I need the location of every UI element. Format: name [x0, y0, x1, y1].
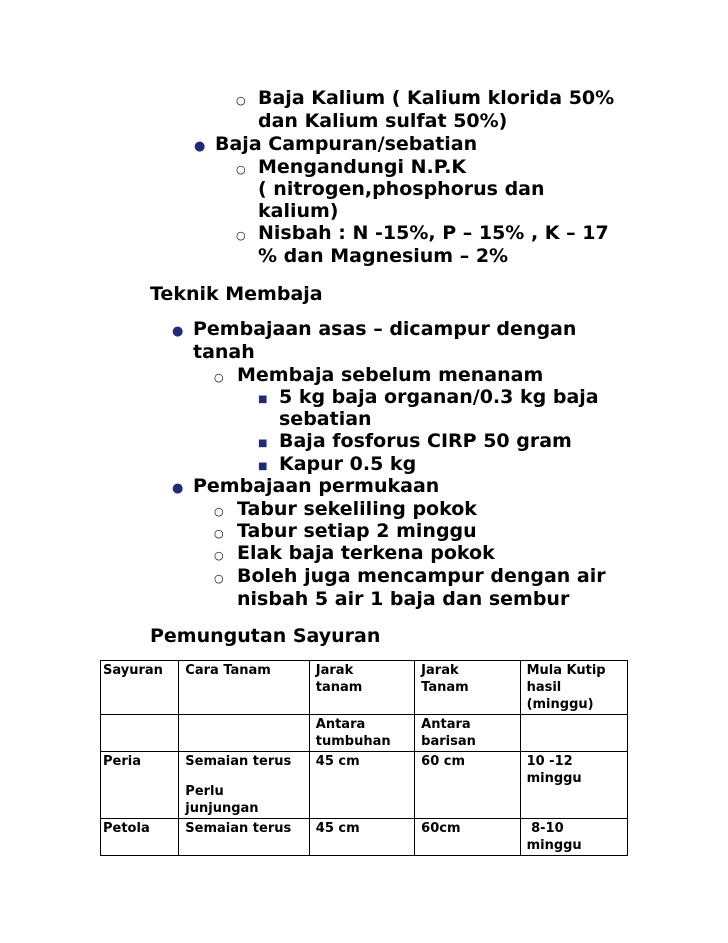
list-item-asas-line1: Pembajaan asas – dicampur dengan — [193, 318, 577, 340]
section-title-pemungutan-sayuran: Pemungutan Sayuran — [150, 625, 381, 647]
table-cell-jarak-barisan: 60 cm — [415, 752, 520, 819]
list-item-npk-line2: ( nitrogen,phosphorus dan — [258, 178, 545, 200]
header-cell-sayuran: Sayuran — [101, 661, 179, 715]
list-item-permukaan: Pembajaan permukaan — [193, 475, 440, 497]
table-header-row — [101, 661, 628, 715]
table-cell-cara-tanam: Semaian terus Perlu junjungan — [179, 752, 309, 819]
circle-bullet-icon: ○ — [214, 527, 224, 540]
table-cell-mula-kutip: 10 -12 minggu — [520, 752, 627, 819]
subheader-cell-antara-tumbuhan: Antara tumbuhan — [309, 715, 414, 752]
table-cell-sayuran: Peria — [101, 752, 179, 819]
header-cell-mula-kutip: Mula Kutip hasil (minggu) — [520, 661, 627, 715]
list-item-kapur: Kapur 0.5 kg — [279, 453, 417, 475]
list-item-tabur2: Tabur setiap 2 minggu — [237, 520, 477, 542]
section-title-teknik-membaja: Teknik Membaja — [150, 283, 323, 305]
table-cell-cara-tanam: Semaian terus — [179, 819, 309, 856]
list-item-nisbah-line1: Nisbah : N -15%, P – 15% , K – 17 — [258, 222, 609, 244]
circle-bullet-icon: ○ — [236, 229, 246, 242]
list-item-boleh-line2: nisbah 5 air 1 baja dan sembur — [237, 588, 570, 610]
table-cell — [179, 715, 309, 752]
square-bullet-icon: ■ — [258, 394, 268, 405]
list-item-npk-line3: kalium) — [258, 200, 339, 222]
table-row — [101, 819, 628, 856]
header-cell-cara-tanam: Cara Tanam — [179, 661, 309, 715]
disc-bullet-icon: ● — [194, 139, 206, 154]
list-item-fosforus: Baja fosforus CIRP 50 gram — [279, 430, 572, 452]
list-item-tabur1: Tabur sekeliling pokok — [237, 498, 477, 520]
list-item-kalium-line2: dan Kalium sulfat 50%) — [258, 110, 508, 132]
list-item-campuran: Baja Campuran/sebatian — [215, 133, 478, 155]
circle-bullet-icon: ○ — [214, 505, 224, 518]
disc-bullet-icon: ● — [172, 324, 184, 339]
circle-bullet-icon: ○ — [236, 94, 246, 107]
list-item-sebelum: Membaja sebelum menanam — [237, 364, 544, 386]
disc-bullet-icon: ● — [172, 481, 184, 496]
table-cell-jarak-tumbuhan: 45 cm — [309, 752, 414, 819]
list-item-elak: Elak baja terkena pokok — [237, 542, 495, 564]
header-cell-jarak-tanam-2: Jarak Tanam — [415, 661, 520, 715]
list-item-asas-line2: tanah — [193, 341, 255, 363]
list-item-boleh-line1: Boleh juga mencampur dengan air — [237, 565, 606, 587]
list-item-organan-line2: sebatian — [279, 408, 372, 430]
table-cell-mula-kutip: 8-10 minggu — [520, 819, 627, 856]
subheader-cell-antara-barisan: Antara barisan — [415, 715, 520, 752]
table-cell-sayuran: Petola — [101, 819, 179, 856]
header-cell-jarak-tanam: Jarak tanam — [309, 661, 414, 715]
circle-bullet-icon: ○ — [214, 572, 224, 585]
table-row — [101, 752, 628, 819]
list-item-npk-line1: Mengandungi N.P.K — [258, 156, 467, 178]
table-cell-jarak-tumbuhan: 45 cm — [309, 819, 414, 856]
list-item-nisbah-line2: % dan Magnesium – 2% — [258, 245, 509, 267]
table-cell-jarak-barisan: 60cm — [415, 819, 520, 856]
harvest-table — [100, 660, 628, 856]
table-subheader-row — [101, 715, 628, 752]
table-cell — [101, 715, 179, 752]
square-bullet-icon: ■ — [258, 461, 268, 472]
list-item-organan-line1: 5 kg baja organan/0.3 kg baja — [279, 386, 599, 408]
square-bullet-icon: ■ — [258, 438, 268, 449]
circle-bullet-icon: ○ — [236, 163, 246, 176]
table-cell — [520, 715, 627, 752]
circle-bullet-icon: ○ — [214, 549, 224, 562]
list-item-kalium-line1: Baja Kalium ( Kalium klorida 50% — [258, 87, 615, 109]
circle-bullet-icon: ○ — [214, 371, 224, 384]
